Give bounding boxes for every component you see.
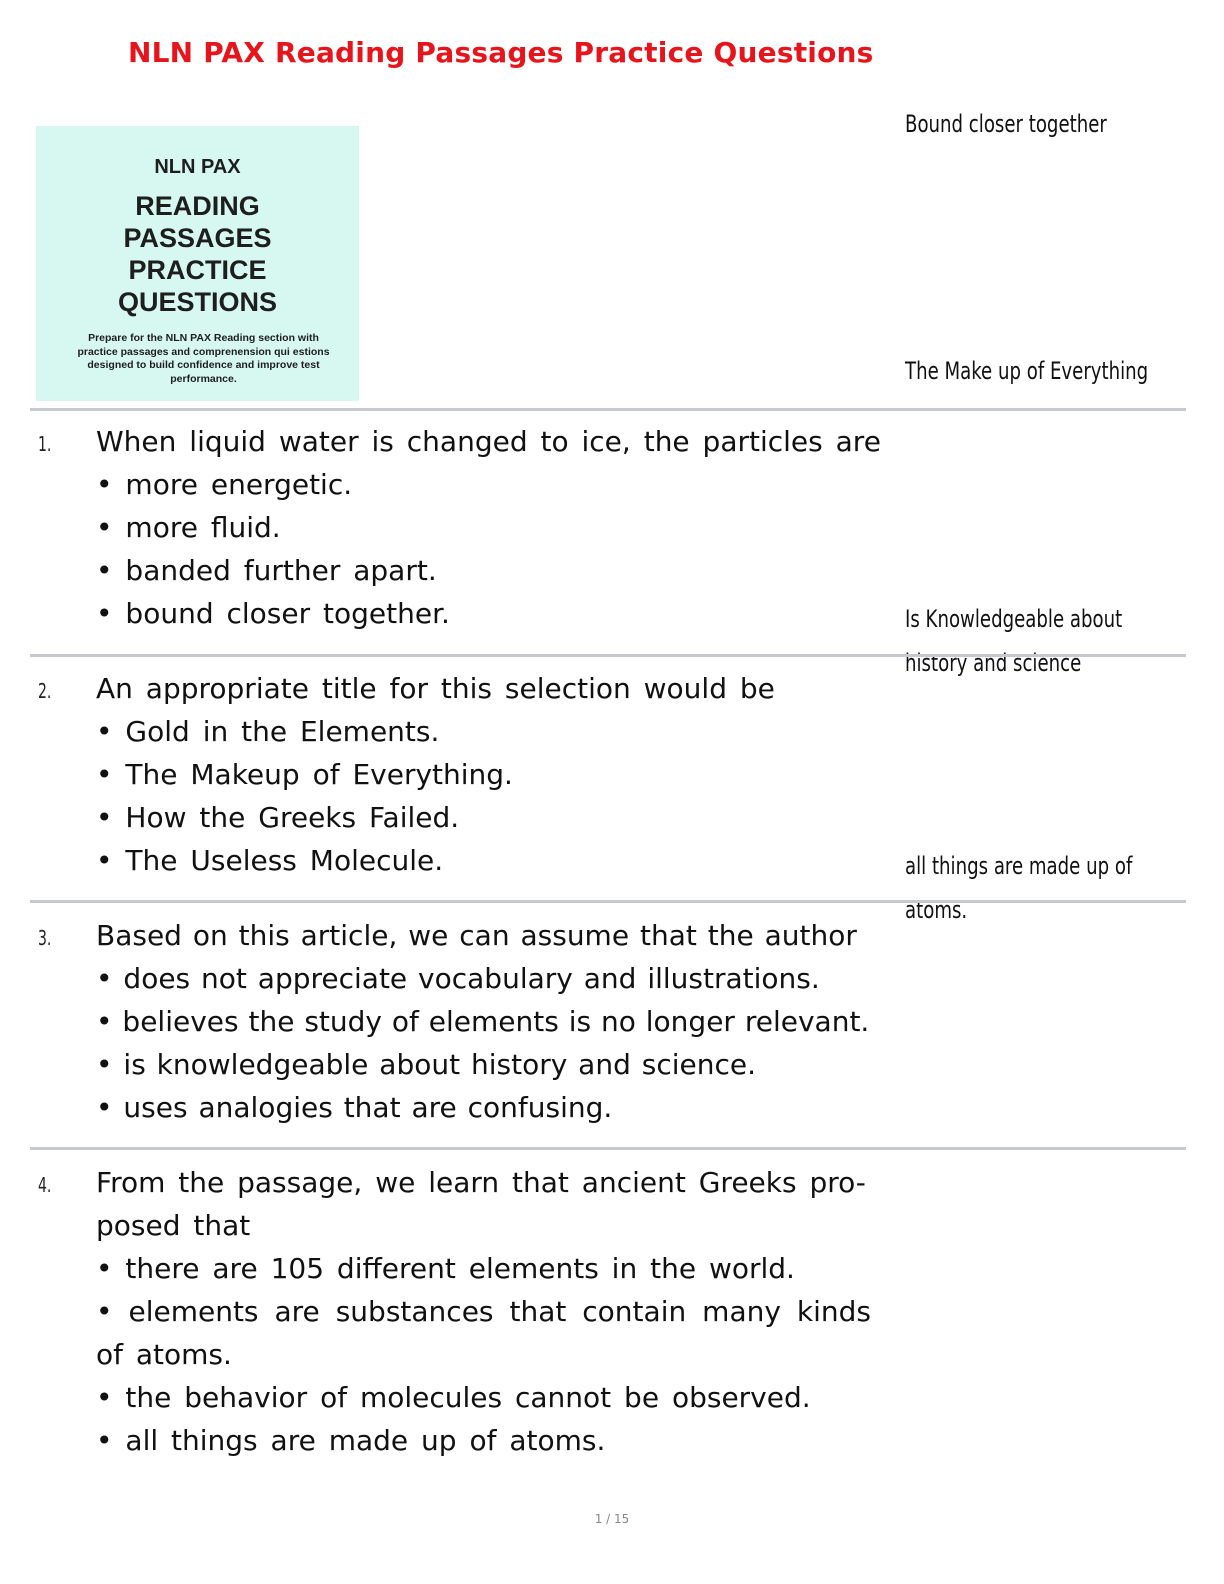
answer-4: all things are made up of atoms.	[905, 852, 1133, 924]
answer-option: • How the Greeks Failed.	[96, 801, 460, 834]
cover-title	[36, 190, 359, 318]
question-1	[96, 420, 881, 635]
answer-2: The Make up of Everything	[905, 357, 1149, 385]
question-stem: Based on this article, we can assume that the author	[96, 919, 857, 952]
answer-option: • bound closer together.	[96, 597, 450, 630]
answer-option: • more fluid.	[96, 511, 281, 544]
cover-title-line: QUESTIONS	[117, 287, 278, 317]
question-number: 3.	[38, 926, 52, 950]
divider	[30, 408, 1186, 411]
answer-3: Is Knowledgeable about history and science	[905, 605, 1123, 677]
question-number: 1.	[38, 432, 52, 456]
page-number: 1 / 15	[594, 1512, 630, 1526]
answer-option: • more energetic.	[96, 468, 353, 501]
answer-option: • the behavior of molecules cannot be observed.	[96, 1381, 811, 1414]
divider	[30, 654, 1186, 657]
question-3	[96, 914, 881, 1129]
question-number: 2.	[38, 679, 52, 703]
answer-option: • believes the study of elements is no longer relevant.	[96, 1005, 870, 1038]
answer-1: Bound closer together	[905, 110, 1107, 138]
question-2	[96, 667, 881, 882]
cover-title-line: PASSAGES	[123, 223, 272, 253]
question-stem: From the passage, we learn that ancient Greeks pro- posed that	[96, 1166, 866, 1242]
answer-option: • is knowledgeable about history and science.	[96, 1048, 757, 1081]
question-number: 4.	[38, 1173, 52, 1197]
divider	[30, 1147, 1186, 1150]
answer-option: • Gold in the Elements.	[96, 715, 440, 748]
answer-option: • elements are substances that contain many kinds of atoms.	[96, 1295, 871, 1371]
cover-title-line: READING	[135, 191, 260, 221]
answer-option: • uses analogies that are confusing.	[96, 1091, 613, 1124]
answer-option: • The Useless Molecule.	[96, 844, 444, 877]
cover-image	[36, 126, 359, 401]
page-title: NLN PAX Reading Passages Practice Questions	[128, 36, 874, 69]
answer-option: • all things are made up of atoms.	[96, 1424, 606, 1457]
cover-description: Prepare for the NLN PAX Reading section with practice passages and comprenension qui estions designed to build confidence and improve test performance.	[77, 332, 330, 385]
answer-option: • The Makeup of Everything.	[96, 758, 513, 791]
divider	[30, 900, 1186, 903]
question-stem: When liquid water is changed to ice, the particles are	[96, 425, 881, 458]
answer-option: • banded further apart.	[96, 554, 437, 587]
question-stem: An appropriate title for this selection would be	[96, 672, 775, 705]
cover-title-line: PRACTICE	[128, 255, 267, 285]
question-4	[96, 1161, 871, 1462]
answer-option: • does not appreciate vocabulary and illustrations.	[96, 962, 820, 995]
answer-option: • there are 105 different elements in the world.	[96, 1252, 795, 1285]
cover-top-line: NLN PAX	[154, 156, 241, 178]
